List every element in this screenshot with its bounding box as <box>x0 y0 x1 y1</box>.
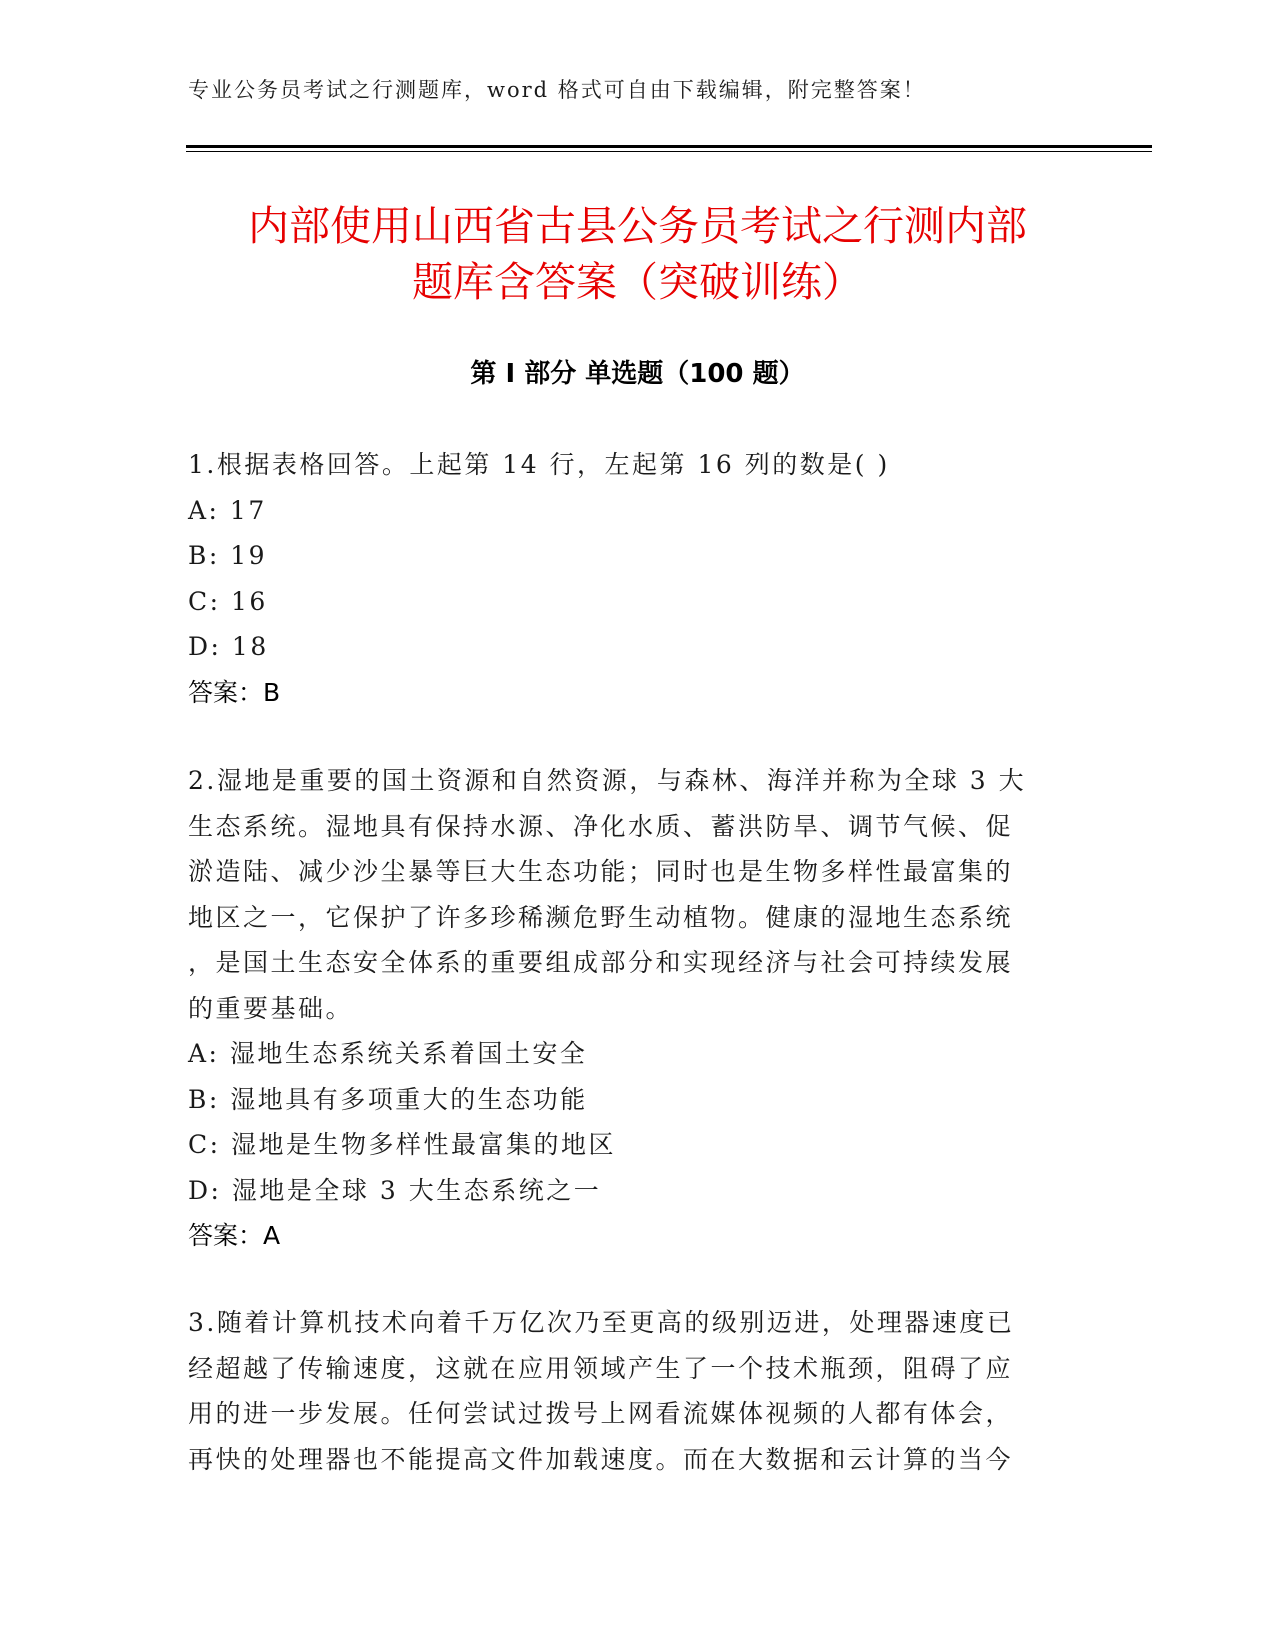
question-stem-line: 3.随着计算机技术向着千万亿次乃至更高的级别迈进，处理器速度已 <box>188 1308 1015 1337</box>
document-title <box>150 198 1125 310</box>
option-b: B: 19 <box>188 541 268 570</box>
question-stem-line: 1.根据表格回答。上起第 14 行，左起第 16 列的数是( ) <box>188 450 890 479</box>
option-a: A: 17 <box>188 495 267 525</box>
section-heading: 第 I 部分 单选题（100 题） <box>470 359 805 389</box>
question-stem-line: 的重要基础。 <box>188 993 354 1023</box>
question-stem-line: 用的进一步发展。任何尝试过拨号上网看流媒体视频的人都有体会， <box>188 1399 1014 1428</box>
question-stem-line: 淤造陆、减少沙尘暴等巨大生态功能；同时也是生物多样性最富集的 <box>188 857 1014 886</box>
question-options <box>188 488 890 670</box>
question-stem-line: 生态系统。湿地具有保持水源、净化水质、蓄洪防旱、调节气候、促 <box>188 811 1014 841</box>
question-stem <box>188 1300 1014 1482</box>
header-rule-thin <box>186 151 1152 152</box>
question-options <box>188 1031 1026 1213</box>
question-stem-line: 地区之一，它保护了许多珍稀濒危野生动植物。健康的湿地生态系统 <box>188 902 1014 932</box>
option-d: D: 18 <box>188 632 269 661</box>
question-stem-line: ，是国土生态安全体系的重要组成部分和实现经济与社会可持续发展 <box>188 948 1014 977</box>
option-b: B: 湿地具有多项重大的生态功能 <box>188 1084 588 1114</box>
option-c: C: 湿地是生物多样性最富集的地区 <box>188 1130 616 1159</box>
header-note: 专业公务员考试之行测题库，word 格式可自由下载编辑，附完整答案！ <box>188 78 926 102</box>
option-d: D: 湿地是全球 3 大生态系统之一 <box>188 1175 602 1205</box>
option-c: C: 16 <box>188 586 268 616</box>
option-a: A: 湿地生态系统关系着国土安全 <box>188 1039 588 1068</box>
answer-line: 答案：A <box>188 1221 281 1250</box>
question-3 <box>188 1300 1014 1482</box>
header-rule-thick <box>186 145 1152 148</box>
question-stem-line: 再快的处理器也不能提高文件加载速度。而在大数据和云计算的当今 <box>188 1444 1014 1474</box>
document-title-line-1: 内部使用山西省古县公务员考试之行测内部 <box>248 202 1027 250</box>
question-stem-line: 经超越了传输速度，这就在应用领域产生了一个技术瓶颈，阻碍了应 <box>188 1353 1014 1383</box>
question-stem <box>188 442 890 488</box>
question-1 <box>188 442 890 715</box>
answer-line: 答案：B <box>188 677 281 707</box>
document-title-line-2: 题库含答案（突破训练） <box>412 258 863 306</box>
question-2 <box>188 758 1026 1259</box>
question-stem <box>188 758 1026 1031</box>
question-stem-line: 2.湿地是重要的国土资源和自然资源，与森林、海洋并称为全球 3 大 <box>188 766 1027 795</box>
